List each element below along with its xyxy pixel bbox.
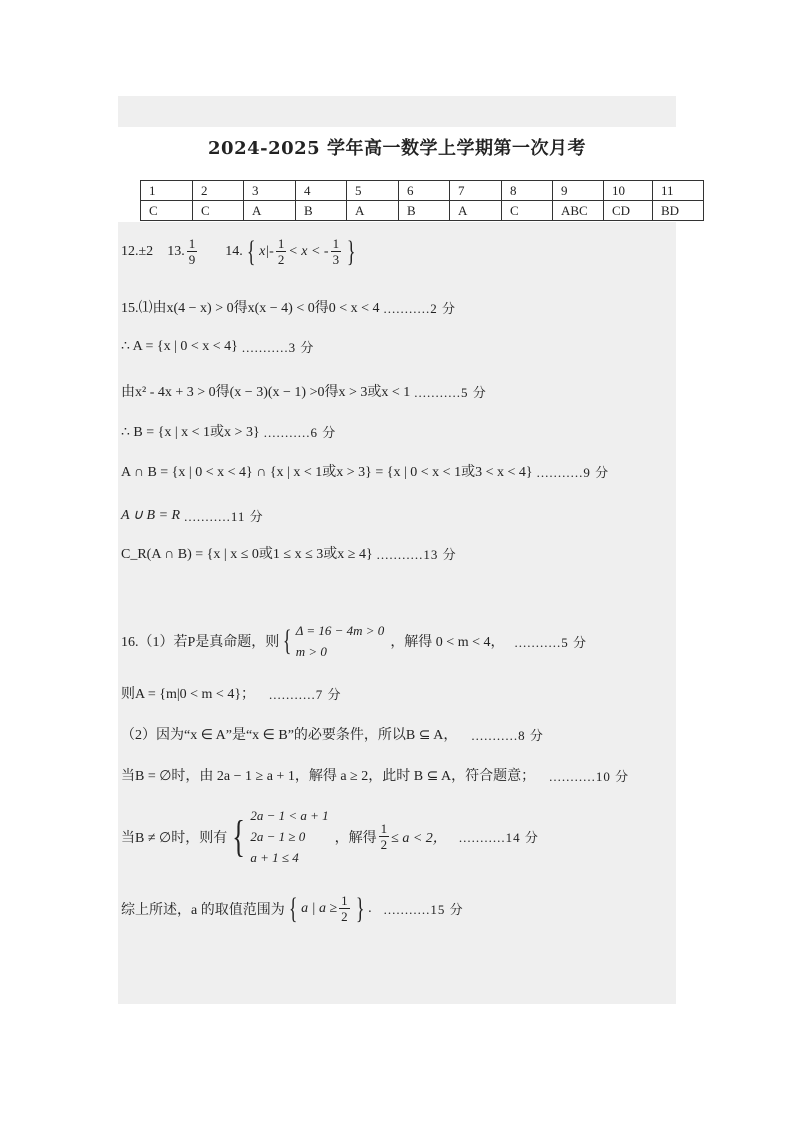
solution-text: ∴ B = {x | x < 1或x > 3} xyxy=(121,425,260,440)
score-marker: ...........5 分 xyxy=(414,384,487,400)
score-marker: ...........9 分 xyxy=(536,464,610,480)
table-cell: A xyxy=(450,201,502,221)
solution-text: 当B = ∅时，由 2a − 1 ≥ a + 1，解得 a ≥ 2，此时 B ⊆ A，符合题意； xyxy=(121,769,536,784)
answer-14-label: 14. xyxy=(225,243,243,259)
answer-14-part2: < x < - xyxy=(288,243,329,259)
left-brace-icon: { xyxy=(232,811,246,861)
score-marker: ...........15 分 xyxy=(383,902,464,917)
q16-line-6 xyxy=(121,893,464,924)
answer-13-label: 13. xyxy=(167,243,185,259)
table-cell: 9 xyxy=(553,181,604,201)
score-marker: ...........8 分 xyxy=(471,727,544,743)
table-cell: 6 xyxy=(399,181,450,201)
left-brace-icon: { xyxy=(246,234,256,268)
inequality-system xyxy=(296,620,385,662)
score-marker: ...........5 分 xyxy=(514,634,588,650)
solution-text: 则A = {m|0 < m < 4}； xyxy=(121,687,256,702)
table-cell: 8 xyxy=(502,181,553,201)
table-cell: A xyxy=(347,201,399,221)
q16-line-3 xyxy=(121,724,544,744)
right-brace-icon: } xyxy=(346,234,356,268)
score-marker: ...........14 分 xyxy=(458,830,539,845)
solution-text: C_R(A ∩ B) = {x | x ≤ 0或1 ≤ x ≤ 3或x ≥ 4} xyxy=(121,547,373,562)
q15-line-3 xyxy=(121,381,487,401)
solution-text: 由x² - 4x + 3 > 0得(x − 3)(x − 1) >0得x > 3或x < 1 xyxy=(121,385,411,400)
answer-14-part1: x|- xyxy=(259,243,274,259)
solution-text: ∴ A = {x | 0 < x < 4} xyxy=(121,339,238,354)
system-row: 2a − 1 < a + 1 xyxy=(250,808,329,823)
solution-text: （2）因为“x ∈ A”是“x ∈ B”的必要条件，所以B ⊆ A， xyxy=(121,728,458,743)
table-cell: 1 xyxy=(141,181,193,201)
answer-number-row xyxy=(141,181,704,201)
q15-line-5 xyxy=(121,461,609,481)
answer-14-fraction-2 xyxy=(331,236,342,267)
system-row: Δ = 16 − 4m > 0 xyxy=(295,623,385,638)
left-brace-icon: { xyxy=(283,624,292,657)
answer-13-fraction xyxy=(187,236,198,267)
q15-line-6 xyxy=(121,506,264,525)
left-brace-icon: { xyxy=(288,891,298,925)
table-cell: 2 xyxy=(193,181,244,201)
answer-letter-row xyxy=(141,201,704,221)
fraction-numerator: 1 xyxy=(332,236,340,251)
q15-line-1 xyxy=(121,297,456,317)
table-cell: 5 xyxy=(347,181,399,201)
solution-text: A ∩ B = {x | 0 < x < 4} ∩ {x | x < 1或x > 3} = {x | 0 < x < 1或3 < x < 4} xyxy=(121,465,533,480)
table-cell: CD xyxy=(604,201,653,221)
solution-text: 16.（1）若P是真命题，则 xyxy=(121,635,280,650)
system-row: m > 0 xyxy=(295,644,327,659)
answer-12: 12.±2 xyxy=(121,243,154,259)
right-brace-icon: } xyxy=(355,891,365,925)
q15-line-2 xyxy=(121,337,314,356)
score-marker: ...........10 分 xyxy=(549,768,630,784)
q16-line-4 xyxy=(121,765,629,785)
fraction-denominator: 2 xyxy=(341,909,348,924)
solution-text: . xyxy=(368,900,372,916)
table-cell: BD xyxy=(653,201,704,221)
table-cell: C xyxy=(502,201,553,221)
fraction xyxy=(339,893,350,924)
score-marker: ...........6 分 xyxy=(263,424,337,440)
score-marker: ...........7 分 xyxy=(269,686,342,702)
table-cell: 10 xyxy=(604,181,653,201)
score-marker: ...........3 分 xyxy=(241,340,315,355)
table-cell: C xyxy=(141,201,193,221)
fraction-denominator: 2 xyxy=(277,252,285,267)
fraction-numerator: 1 xyxy=(380,821,388,836)
solution-text: 当B ≠ ∅时，则有 xyxy=(121,830,228,846)
score-marker: ...........13 分 xyxy=(376,546,457,562)
q16-line-5 xyxy=(121,805,539,868)
table-cell: 7 xyxy=(450,181,502,201)
solution-text: 15.⑴由x(4 − x) > 0得x(x − 4) < 0得0 < x < 4 xyxy=(121,301,380,316)
system-row: a + 1 ≤ 4 xyxy=(250,850,299,865)
q15-line-4 xyxy=(121,421,336,441)
set-builder: a | a ≥ xyxy=(301,900,338,916)
fraction xyxy=(379,821,390,852)
answer-table xyxy=(140,180,704,221)
score-marker: ...........11 分 xyxy=(184,509,264,524)
table-cell: C xyxy=(193,201,244,221)
table-cell: ABC xyxy=(553,201,604,221)
fraction-denominator: 9 xyxy=(188,252,196,267)
q16-line-2 xyxy=(121,683,342,703)
system-row: 2a − 1 ≥ 0 xyxy=(250,829,306,844)
page-title: 2024-2025 学年高一数学上学期第一次月考 xyxy=(208,138,586,159)
header-shade xyxy=(118,96,676,127)
table-cell: 3 xyxy=(244,181,296,201)
answer-14-fraction-1 xyxy=(276,236,287,267)
solution-text: 综上所述，a 的取值范围为 xyxy=(121,902,285,918)
table-cell: A xyxy=(244,201,296,221)
table-cell: 11 xyxy=(653,181,704,201)
solution-text: ，解得 0 < m < 4， xyxy=(390,635,505,650)
fraction-denominator: 3 xyxy=(332,252,340,267)
fraction-numerator: 1 xyxy=(188,236,196,251)
table-cell: B xyxy=(296,201,347,221)
score-marker: ...........2 分 xyxy=(383,300,457,316)
fraction-numerator: 1 xyxy=(277,236,285,251)
q15-line-7 xyxy=(121,543,457,563)
solution-text: ，解得 xyxy=(334,830,377,846)
inequality-system xyxy=(250,805,328,868)
q16-line-1 xyxy=(121,620,587,662)
table-cell: B xyxy=(399,201,450,221)
fraction-denominator: 2 xyxy=(380,837,388,852)
fraction-numerator: 1 xyxy=(341,893,348,908)
solution-text: A ∪ B = R xyxy=(121,508,181,523)
answers-12-14 xyxy=(121,236,360,267)
solution-text: ≤ a < 2， xyxy=(391,830,447,846)
table-cell: 4 xyxy=(296,181,347,201)
